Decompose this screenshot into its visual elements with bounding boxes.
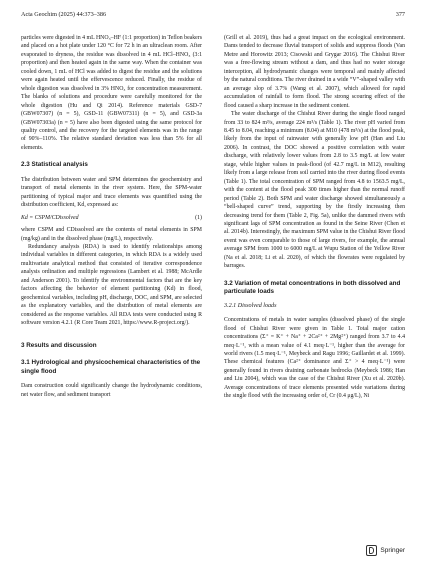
right-column [224, 34, 405, 401]
paragraph: The water discharge of the Chishui River during the single flood ranged from 33 to 824 m³/s, average 224 m³/s (Table 1). The river pH varied from 8.45 to 8.04, reaching a minimum (8.04) at M10 (478 m³/s) at the flood peak, likely from the input of rainwater with generally low pH (Han and Liu 2006). In contrast, the DOC showed a positive correlation with water discharge, with relatively lower values from 2.8 to 3.5 mg/L at low water stage, while higher values in peak-flood (of 42.7 mg/L in M12), resulting likely from a large release from soil carried into the river during flood events (Table 1). The total concentration of SPM ranged from 4.8 to 1563.5 mg/L, with the content at the flood peak 300 times higher than the normal runoff period (Table 2). Both SPM and water discharge showed simultaneously a “bell-shaped curve” trend, supporting by the firstly increasing then decreasing trend for them (Table 2, Fig. 5a), unlike the dammed rivers with significant lags of SPM concentration as found in the Seine River (Chen et al. 2014b). Interestingly, the maximum SPM value in the Chishui River flood event was even comparable to those of large rivers, for example, the annual average SPM from 1000 to 6000 mg/L at Wupu Station of the Yellow River (Na et al. 2018; Li et al. 2020), of which the flowrates were regulated by barrages. [224, 111, 405, 270]
running-header [21, 11, 405, 21]
paragraph: (Grill et al. 2019), thus had a great impact on the ecological environment. Dams tended to decrease fluvial transport of solids and suppress floods (Van Metre and Horowitz 2013; Cisowski and Grygar 2016). The Chishui River was a free-flowing stream without a dam, and thus had no water storage interception, all hydrodynamic changes were temporal and mainly affected by the natural conditions. The river drained in a wide “V”-shaped valley with an average slop of 3.7% (Wang et al. 2007), which allowed for rapid accumulation of rainfall to form flood. The strong scouring effect of the flood caused a sharp increase in the sediment content. [224, 35, 405, 109]
paragraph: where CSPM and CDissolved are the contents of metal elements in SPM (mg/kg) and in the dissolved phase (mg/L), respectively. [21, 227, 202, 242]
section-heading-results: 3 Results and discussion [21, 341, 97, 349]
page-number: 377 [395, 11, 405, 18]
paragraph: Dam construction could significantly change the hydrodynamic conditions, net water flow, and sediment transport [21, 383, 202, 398]
paragraph: particles were digested in 4 mL HNO₃–HF (1:1 proportion) in Teflon beakers and placed on a hot plate under 120 °C for 72 h in an ultraclean room. After evaporated to dryness, the residue was dissolved in 4 mL HCl–HNO₃ (3:1 proportion) and then heated again in the same way. When the container was cooled down, 1 mL of HCl was added to digest the residue and the solutions were again heated until the effervescence reduced. Finally, the residue of whole digestion was dissolved in 3% HNO₃ for concentration measurement. The blanks of solutions and procedure were carefully monitored for the whole digestion (Hu and Qi 2014). Reference materials GSD-7 (GBW07307) (n = 5), GSD-11 (GBW07311) (n = 5), and GSD-3a (GBW07303a) (n = 5) have also been digested using the same protocol for quality control, and the recovery for the targeted elements was in the range of 90%–110%. The relative standard deviation was less than 5% for all elements. [21, 35, 202, 151]
equation-body: Kd = CSPM/CDissolved [21, 214, 79, 221]
equation [21, 214, 202, 222]
paragraph: Redundancy analysis (RDA) is used to identify relationships among individual variables in different categories, in which RDA is a widely used multivariate analytical method that consisted of iterative correspondence analysis ordination and multiple regressions (Lambert et al. 1988; McArdle and Anderson 2001). To identify the environmental factors that are the key factors affecting the behavior of element partitioning (Kd) in flood, geochemical variables, including pH, discharge, DOC, and SPM, are selected as the explanatory variables, and the distribution of metal elements are considered as the response variables. All RDA tests were conducted using R software version 4.2.1 (R Core Team 2021, https://www.R-project.org/). [21, 244, 202, 327]
equation-number: (1) [195, 214, 202, 221]
subsection-heading-3-1: 3.1 Hydrological and physicochemical characteristics of the single flood [21, 359, 201, 375]
section-heading-statistical-analysis: 2.3 Statistical analysis [21, 161, 88, 169]
subsubsection-heading-3-2-1: 3.2.1 Dissolved loads [224, 302, 277, 309]
paragraph: Concentrations of metals in water samples (dissolved phase) of the single flood of Chishui River were given in Table 1. Total major cation concentrations (Σ⁺ = K⁺ + Na⁺ + 2Ca²⁺ + 2Mg²⁺) ranged from 3.7 to 4.4 meq·L⁻¹, with a mean value of 4.1 meq·L⁻¹, higher than the average for world rivers (1.5 meq·L⁻¹, Meybeck and Ragu 1996; Gaillardet et al. 1999). These chemical features (Ca²⁺ dominance and Σ⁺ > 4 meq·L⁻¹) were generally found in rivers draining carbonate bedrocks (Meybeck 1986; Han and Liu 2004), which was the case of the Chishui River (Xu et al. 2020b). Average concentrations of trace elements presented wide variations during the single flood with the increasing order of, Cr (0.4 μg/L), Ni [224, 317, 405, 400]
left-column [21, 34, 202, 399]
publisher-logo [366, 545, 405, 556]
subsection-heading-3-2: 3.2 Variation of metal concentrations in both dissolved and particulate loads [224, 279, 401, 296]
journal-citation: Acta Geochim (2025) 44:373–386 [21, 11, 107, 18]
publisher-name: Springer [380, 547, 405, 554]
paragraph: The distribution between water and SPM determines the geochemistry and transport of metal elements in the river system. Here, the SPM-water partitioning of typical major and trace elements was quantified using the distribution coefficient, Kd, expressed as: [21, 176, 202, 209]
springer-horse-icon [366, 545, 377, 556]
